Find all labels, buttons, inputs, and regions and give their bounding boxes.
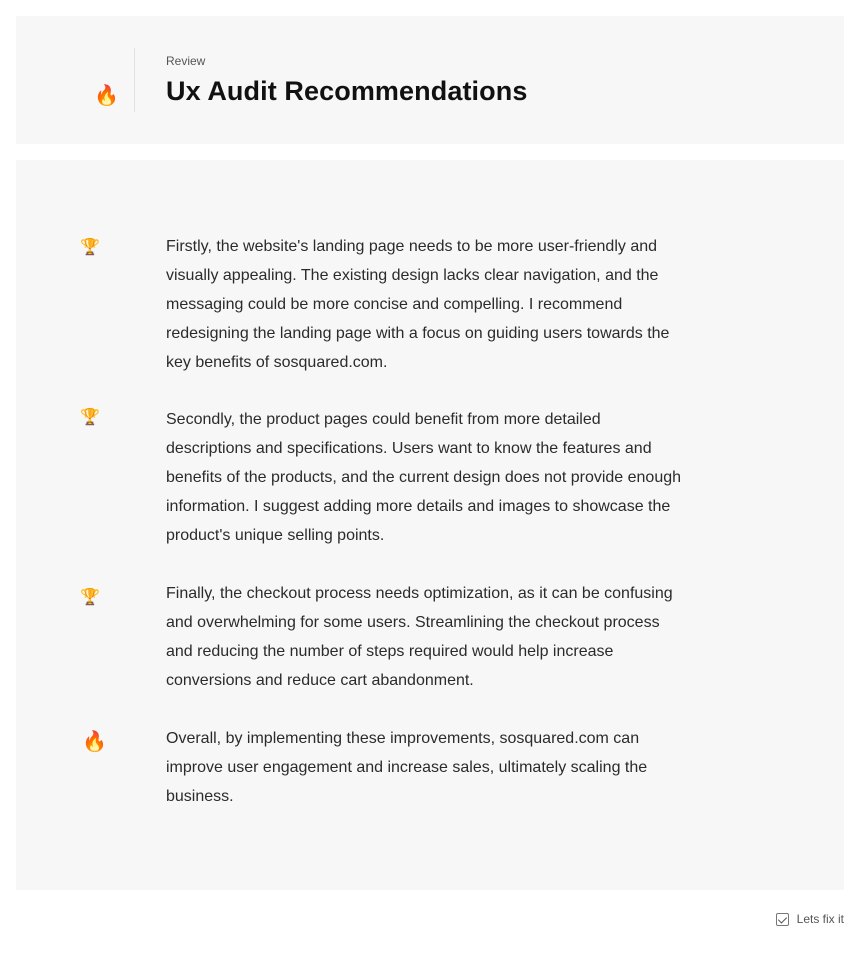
recommendations-card (16, 160, 844, 890)
trophy-icon: 🏆 (80, 409, 100, 426)
recommendation-text: Overall, by implementing these improvements, sosquared.com can improve user engagement and increase sales, ultimately scaling the business. (166, 730, 648, 805)
recommendation-text: Secondly, the product pages could benefit from more detailed descriptions and specifications. Users want to know the features and benefits of the products, and the current design does not provide enough information. I suggest adding more details and images to showcase the product's unique selling points. (166, 411, 682, 544)
header-card (16, 16, 844, 144)
lets-fix-it-button[interactable] (776, 912, 844, 926)
checkbox-icon (776, 913, 789, 926)
lets-fix-it-label: Lets fix it (796, 912, 844, 926)
trophy-icon: 🏆 (80, 239, 100, 256)
trophy-icon: 🏆 (80, 589, 100, 606)
eyebrow-label: Review (166, 54, 206, 68)
fire-icon: 🔥 (94, 85, 119, 107)
recommendation-text: Finally, the checkout process needs optimization, as it can be confusing and overwhelming for some users. Streamlining the checkout process and reducing the number of steps required would help increase conversions and reduce cart abandonment. (166, 585, 673, 689)
fire-icon: 🔥 (82, 731, 107, 753)
header-divider (134, 48, 135, 112)
recommendation-text: Firstly, the website's landing page needs to be more user-friendly and visually appealing. The existing design lacks clear navigation, and the messaging could be more concise and compelling. I recommend redesigning the landing page with a focus on guiding users towards the key benefits of sosquared.com. (166, 238, 670, 371)
page-title: Ux Audit Recommendations (166, 76, 528, 106)
